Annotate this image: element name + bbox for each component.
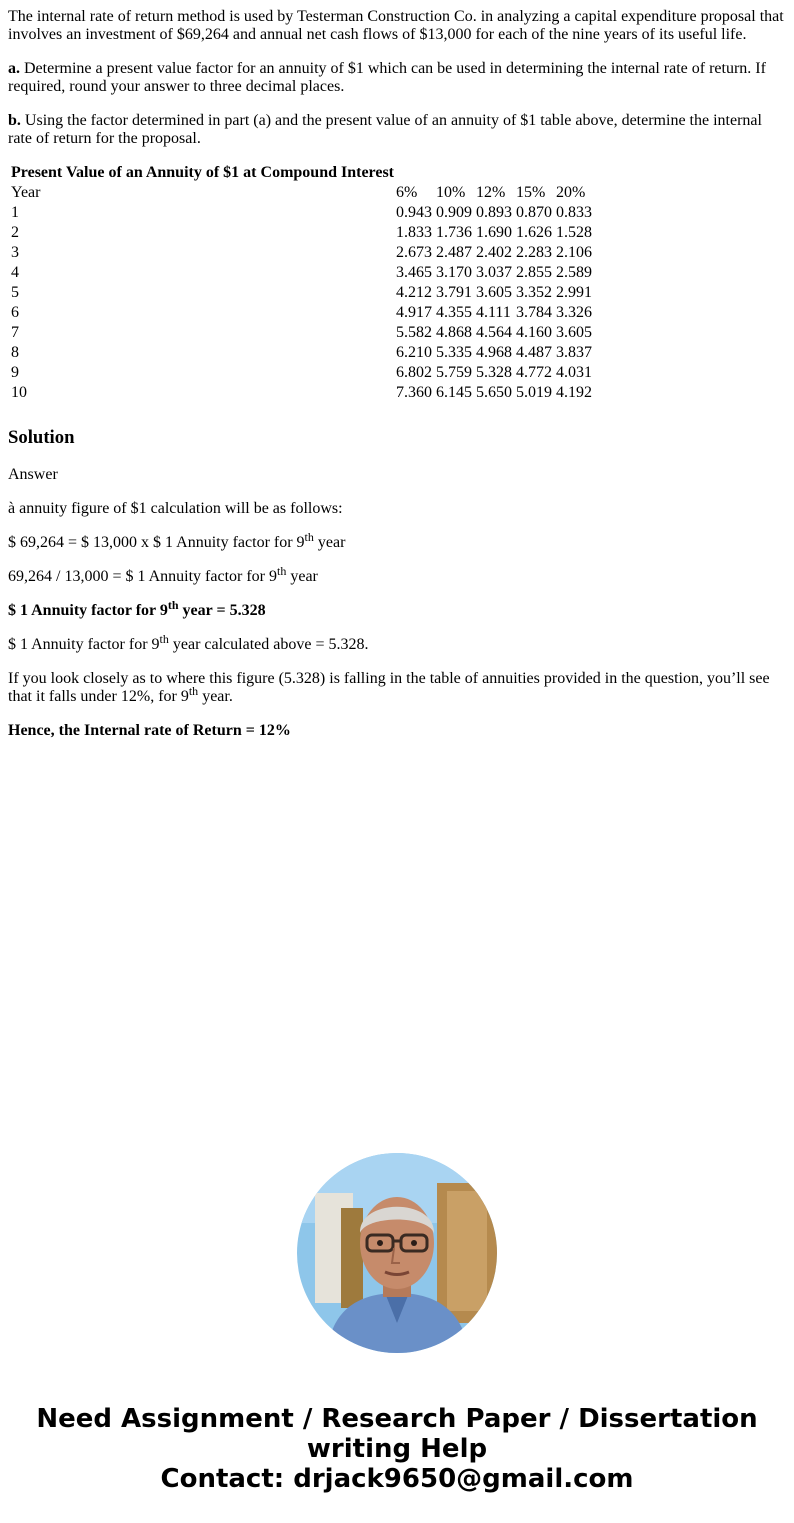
result-line: $ 1 Annuity factor for 9th year = 5.328: [8, 598, 266, 619]
footer-line-2: writing Help: [306, 1434, 488, 1464]
factor-cell: 0.870: [516, 204, 552, 221]
footer-banner: [0, 1404, 794, 1494]
footer-line-3: Contact: drjack9650@gmail.com: [160, 1464, 634, 1494]
table-row: [10, 244, 593, 262]
table-row: [10, 304, 593, 322]
year-cell: 8: [11, 344, 19, 361]
factor-cell: 6.145: [436, 384, 472, 401]
factor-cell: 4.192: [556, 384, 592, 401]
factor-cell: 3.837: [556, 344, 592, 361]
factor-cell: 3.784: [516, 304, 552, 321]
year-cell: 4: [11, 264, 19, 281]
factor-cell: 2.855: [516, 264, 552, 281]
question-intro: The internal rate of return method is used by Testerman Construction Co. in analyzing a capital expenditure proposal that involves an investment of $69,264 and annual net cash flows of $13,000 for each of the nine years of its useful life.: [8, 8, 784, 43]
table-row: [10, 204, 593, 222]
rate-header: 6%: [396, 184, 418, 201]
factor-cell: 3.605: [476, 284, 512, 301]
factor-cell: 4.111: [476, 304, 511, 321]
factor-cell: 6.210: [396, 344, 432, 361]
factor-cell: 3.465: [396, 264, 432, 281]
table-row: [10, 284, 593, 302]
equation-2: 69,264 / 13,000 = $ 1 Annuity factor for 9th year: [8, 564, 318, 585]
factor-cell: 3.791: [436, 284, 472, 301]
factor-cell: 3.170: [436, 264, 472, 281]
factor-cell: 2.487: [436, 244, 472, 261]
explanation: If you look closely as to where this figure (5.328) is falling in the table of annuities provided in the question, you’ll see that it falls under 12%, for 9th year.: [8, 670, 770, 705]
factor-cell: 4.772: [516, 364, 552, 381]
rate-header: 20%: [556, 184, 586, 201]
factor-cell: 3.605: [556, 324, 592, 341]
factor-cell: 4.355: [436, 304, 472, 321]
answer-label: Answer: [8, 466, 58, 483]
factor-cell: 1.736: [436, 224, 472, 241]
factor-cell: 0.909: [436, 204, 472, 221]
table-row: [10, 324, 593, 342]
factor-cell: 1.833: [396, 224, 432, 241]
year-cell: 7: [11, 324, 19, 341]
table-header-row: [10, 184, 593, 202]
factor-cell: 5.759: [436, 364, 472, 381]
annuity-table: [8, 162, 595, 404]
table-row: [10, 344, 593, 362]
factor-cell: 4.868: [436, 324, 472, 341]
year-cell: 5: [11, 284, 19, 301]
factor-cell: 3.326: [556, 304, 592, 321]
year-header: Year: [11, 184, 41, 201]
rate-header: 15%: [516, 184, 546, 201]
table-title-row: [10, 164, 593, 182]
factor-cell: 4.487: [516, 344, 552, 361]
footer-line-1: Need Assignment / Research Paper / Dissertation: [36, 1404, 758, 1434]
factor-cell: 2.402: [476, 244, 512, 261]
factor-cell: 7.360: [396, 384, 432, 401]
factor-cell: 4.160: [516, 324, 552, 341]
factor-cell: 0.893: [476, 204, 512, 221]
solution-intro: à annuity figure of $1 calculation will be as follows:: [8, 500, 343, 517]
factor-cell: 5.335: [436, 344, 472, 361]
factor-cell: 2.991: [556, 284, 592, 301]
factor-cell: 5.019: [516, 384, 552, 401]
factor-cell: 5.582: [396, 324, 432, 341]
factor-cell: 6.802: [396, 364, 432, 381]
question-part-b: [8, 112, 786, 148]
year-cell: 10: [11, 384, 27, 401]
factor-cell: 2.673: [396, 244, 432, 261]
equation-1: $ 69,264 = $ 13,000 x $ 1 Annuity factor for 9th year: [8, 530, 346, 551]
factor-cell: 3.037: [476, 264, 512, 281]
table-row: [10, 224, 593, 242]
factor-cell: 4.564: [476, 324, 512, 341]
conclusion: Hence, the Internal rate of Return = 12%: [8, 722, 291, 739]
question-part-a: [8, 60, 786, 96]
table-row: [10, 384, 593, 402]
part-a-text: Determine a present value factor for an annuity of $1 which can be used in determining the internal rate of return. If required, round your answer to three decimal places.: [8, 60, 766, 95]
factor-cell: 5.650: [476, 384, 512, 401]
factor-cell: 4.031: [556, 364, 592, 381]
factor-cell: 4.968: [476, 344, 512, 361]
table-title: Present Value of an Annuity of $1 at Compound Interest: [11, 164, 395, 181]
factor-cell: 1.690: [476, 224, 512, 241]
question-document: [8, 8, 786, 756]
factor-cell: 4.917: [396, 304, 432, 321]
year-cell: 6: [11, 304, 19, 321]
calculated-line: $ 1 Annuity factor for 9th year calculated above = 5.328.: [8, 632, 369, 653]
factor-cell: 3.352: [516, 284, 552, 301]
avatar: [297, 1153, 497, 1353]
factor-cell: 0.833: [556, 204, 592, 221]
year-cell: 2: [11, 224, 19, 241]
solution-heading: Solution: [8, 427, 75, 448]
rate-header: 10%: [436, 184, 466, 201]
part-b-label: b.: [8, 112, 21, 129]
factor-cell: 2.283: [516, 244, 552, 261]
factor-cell: 0.943: [396, 204, 432, 221]
rate-header: 12%: [476, 184, 506, 201]
year-cell: 1: [11, 204, 19, 221]
factor-cell: 5.328: [476, 364, 512, 381]
factor-cell: 4.212: [396, 284, 432, 301]
part-a-label: a.: [8, 60, 20, 77]
year-cell: 9: [11, 364, 19, 381]
table-row: [10, 264, 593, 282]
factor-cell: 1.528: [556, 224, 592, 241]
factor-cell: 2.106: [556, 244, 592, 261]
year-cell: 3: [11, 244, 19, 261]
part-b-text: Using the factor determined in part (a) and the present value of an annuity of $1 table above, determine the internal rate of return for the proposal.: [8, 112, 762, 147]
factor-cell: 1.626: [516, 224, 552, 241]
table-row: [10, 364, 593, 382]
factor-cell: 2.589: [556, 264, 592, 281]
